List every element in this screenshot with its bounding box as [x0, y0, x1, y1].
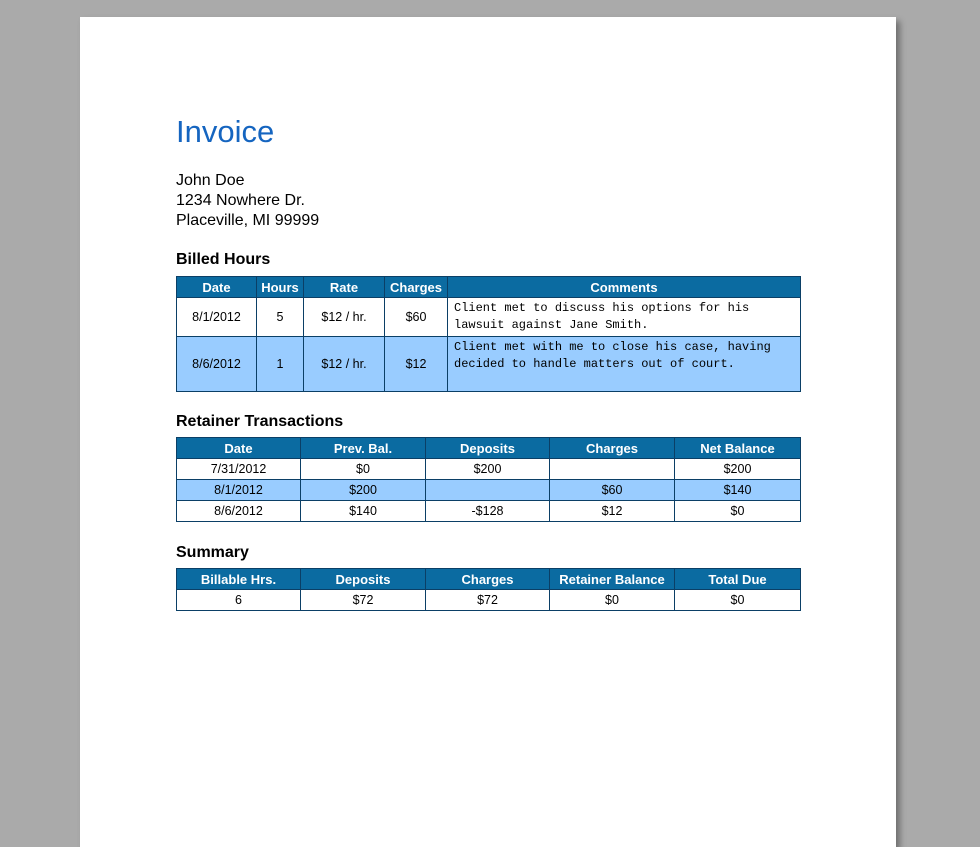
column-header-charges: Charges	[385, 277, 448, 298]
cell-billable-hours: 6	[177, 590, 301, 611]
column-header-retainer-balance: Retainer Balance	[550, 569, 675, 590]
table-header-row	[177, 277, 801, 298]
cell-hours: 1	[257, 337, 304, 392]
client-address-line2: Placeville, MI 99999	[176, 212, 320, 229]
column-header-net-balance: Net Balance	[675, 438, 801, 459]
client-address-line1: 1234 Nowhere Dr.	[176, 192, 305, 209]
cell-charges: $12	[550, 501, 675, 522]
client-address	[176, 171, 319, 231]
invoice-title: Invoice	[176, 114, 275, 149]
column-header-date: Date	[177, 277, 257, 298]
retainer-transactions-table	[176, 437, 801, 522]
column-header-total-due: Total Due	[675, 569, 801, 590]
column-header-date: Date	[177, 438, 301, 459]
table-header-row	[177, 569, 801, 590]
cell-hours: 5	[257, 298, 304, 337]
cell-deposits: $200	[426, 459, 550, 480]
column-header-comments: Comments	[448, 277, 801, 298]
cell-total-due: $0	[675, 590, 801, 611]
cell-comments: Client met to discuss his options for his lawsuit against Jane Smith.	[448, 298, 801, 337]
cell-charges: $72	[426, 590, 550, 611]
cell-charges	[550, 459, 675, 480]
table-header-row	[177, 438, 801, 459]
cell-charges: $12	[385, 337, 448, 392]
column-header-prev-balance: Prev. Bal.	[301, 438, 426, 459]
retainer-transactions-title: Retainer Transactions	[176, 413, 344, 430]
column-header-charges: Charges	[550, 438, 675, 459]
invoice-page	[80, 17, 896, 847]
summary-title: Summary	[176, 544, 249, 561]
summary-table	[176, 568, 801, 611]
cell-net-balance: $140	[675, 480, 801, 501]
cell-net-balance: $0	[675, 501, 801, 522]
table-row	[177, 590, 801, 611]
cell-prev-balance: $200	[301, 480, 426, 501]
client-name: John Doe	[176, 172, 245, 189]
column-header-rate: Rate	[304, 277, 385, 298]
column-header-charges: Charges	[426, 569, 550, 590]
cell-deposits	[426, 480, 550, 501]
cell-charges: $60	[385, 298, 448, 337]
column-header-hours: Hours	[257, 277, 304, 298]
cell-date: 8/6/2012	[177, 337, 257, 392]
cell-charges: $60	[550, 480, 675, 501]
table-row	[177, 459, 801, 480]
cell-comments: Client met with me to close his case, having decided to handle matters out of court.	[448, 337, 801, 392]
billed-hours-table	[176, 276, 801, 392]
cell-date: 8/6/2012	[177, 501, 301, 522]
cell-date: 8/1/2012	[177, 298, 257, 337]
cell-prev-balance: $140	[301, 501, 426, 522]
cell-deposits: -$128	[426, 501, 550, 522]
billed-hours-title: Billed Hours	[176, 251, 271, 268]
table-row	[177, 298, 801, 337]
cell-rate: $12 / hr.	[304, 298, 385, 337]
table-row	[177, 501, 801, 522]
cell-deposits: $72	[301, 590, 426, 611]
cell-rate: $12 / hr.	[304, 337, 385, 392]
table-row	[177, 337, 801, 392]
column-header-deposits: Deposits	[426, 438, 550, 459]
table-row	[177, 480, 801, 501]
cell-date: 8/1/2012	[177, 480, 301, 501]
column-header-billable-hours: Billable Hrs.	[177, 569, 301, 590]
column-header-deposits: Deposits	[301, 569, 426, 590]
cell-date: 7/31/2012	[177, 459, 301, 480]
cell-retainer-balance: $0	[550, 590, 675, 611]
cell-net-balance: $200	[675, 459, 801, 480]
cell-prev-balance: $0	[301, 459, 426, 480]
